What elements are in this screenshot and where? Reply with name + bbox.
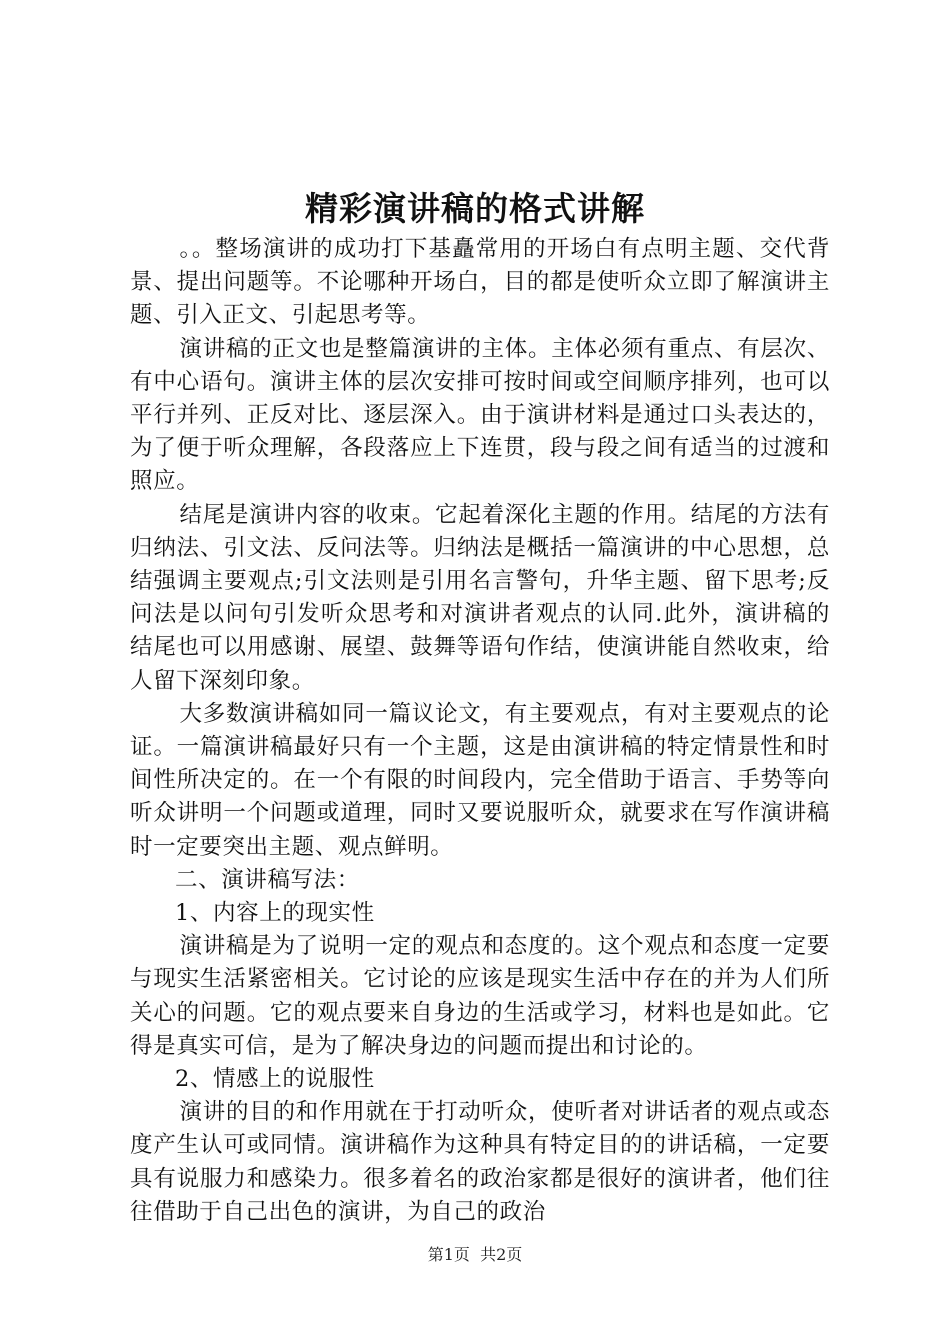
document-title: 精彩演讲稿的格式讲解: [305, 189, 645, 228]
subheading-persuasiveness: 2、情感上的说服性: [175, 1066, 375, 1093]
paragraph-realism: 演讲稿是为了说明一定的观点和态度的。这个观点和态度一定要与现实生活紧密相关。它讨论的应该是现实生活中存在的并为人们所关心的问题。它的观点要来自身边的生活或学习，材料也是如此。它得是真实可信，是为了解决身边的问题而提出和讨论的。: [130, 933, 830, 1059]
document-body: [130, 233, 830, 1229]
section-heading-writing-method: 二、演讲稿写法：: [175, 866, 360, 893]
paragraph-opening: 。。整场演讲的成功打下基矗常用的开场白有点明主题、交代背景、提出问题等。不论哪种开场白，目的都是使听众立即了解演讲主题、引入正文、引起思考等。: [130, 236, 830, 329]
page-total: 共2页: [480, 1245, 523, 1264]
paragraph-argument: 大多数演讲稿如同一篇议论文，有主要观点，有对主要观点的论证。一篇演讲稿最好只有一个主题，这是由演讲稿的特定情景性和时间性所决定的。在一个有限的时间段内，完全借助于语言、手势等向听众讲明一个问题或道理，同时又要说服听众，就要求在写作演讲稿时一定要突出主题、观点鲜明。: [130, 700, 830, 860]
page-number: 第1页: [427, 1245, 470, 1264]
subheading-realism: 1、内容上的现实性: [175, 900, 375, 927]
paragraph-persuasiveness: 演讲的目的和作用就在于打动听众，使听者对讲话者的观点或态度产生认可或同情。演讲稿作为这种具有特定目的的讲话稿，一定要具有说服力和感染力。很多着名的政治家都是很好的演讲者，他们往往借助于自己出色的演讲，为自己的政治: [130, 1099, 830, 1225]
page-footer: [0, 1244, 950, 1266]
paragraph-ending: 结尾是演讲内容的收束。它起着深化主题的作用。结尾的方法有归纳法、引文法、反问法等。归纳法是概括一篇演讲的中心思想，总结强调主要观点;引文法则是引用名言警句，升华主题、留下思考;反问法是以问句引发听众思考和对演讲者观点的认同.此外，演讲稿的结尾也可以用感谢、展望、鼓舞等语句作结，使演讲能自然收束，给人留下深刻印象。: [130, 501, 830, 694]
paragraph-body: 演讲稿的正文也是整篇演讲的主体。主体必须有重点、有层次、有中心语句。演讲主体的层次安排可按时间或空间顺序排列，也可以平行并列、正反对比、逐层深入。由于演讲材料是通过口头表达的，为了便于听众理解，各段落应上下连贯，段与段之间有适当的过渡和照应。: [130, 335, 830, 495]
footer-separator: [470, 1245, 480, 1264]
